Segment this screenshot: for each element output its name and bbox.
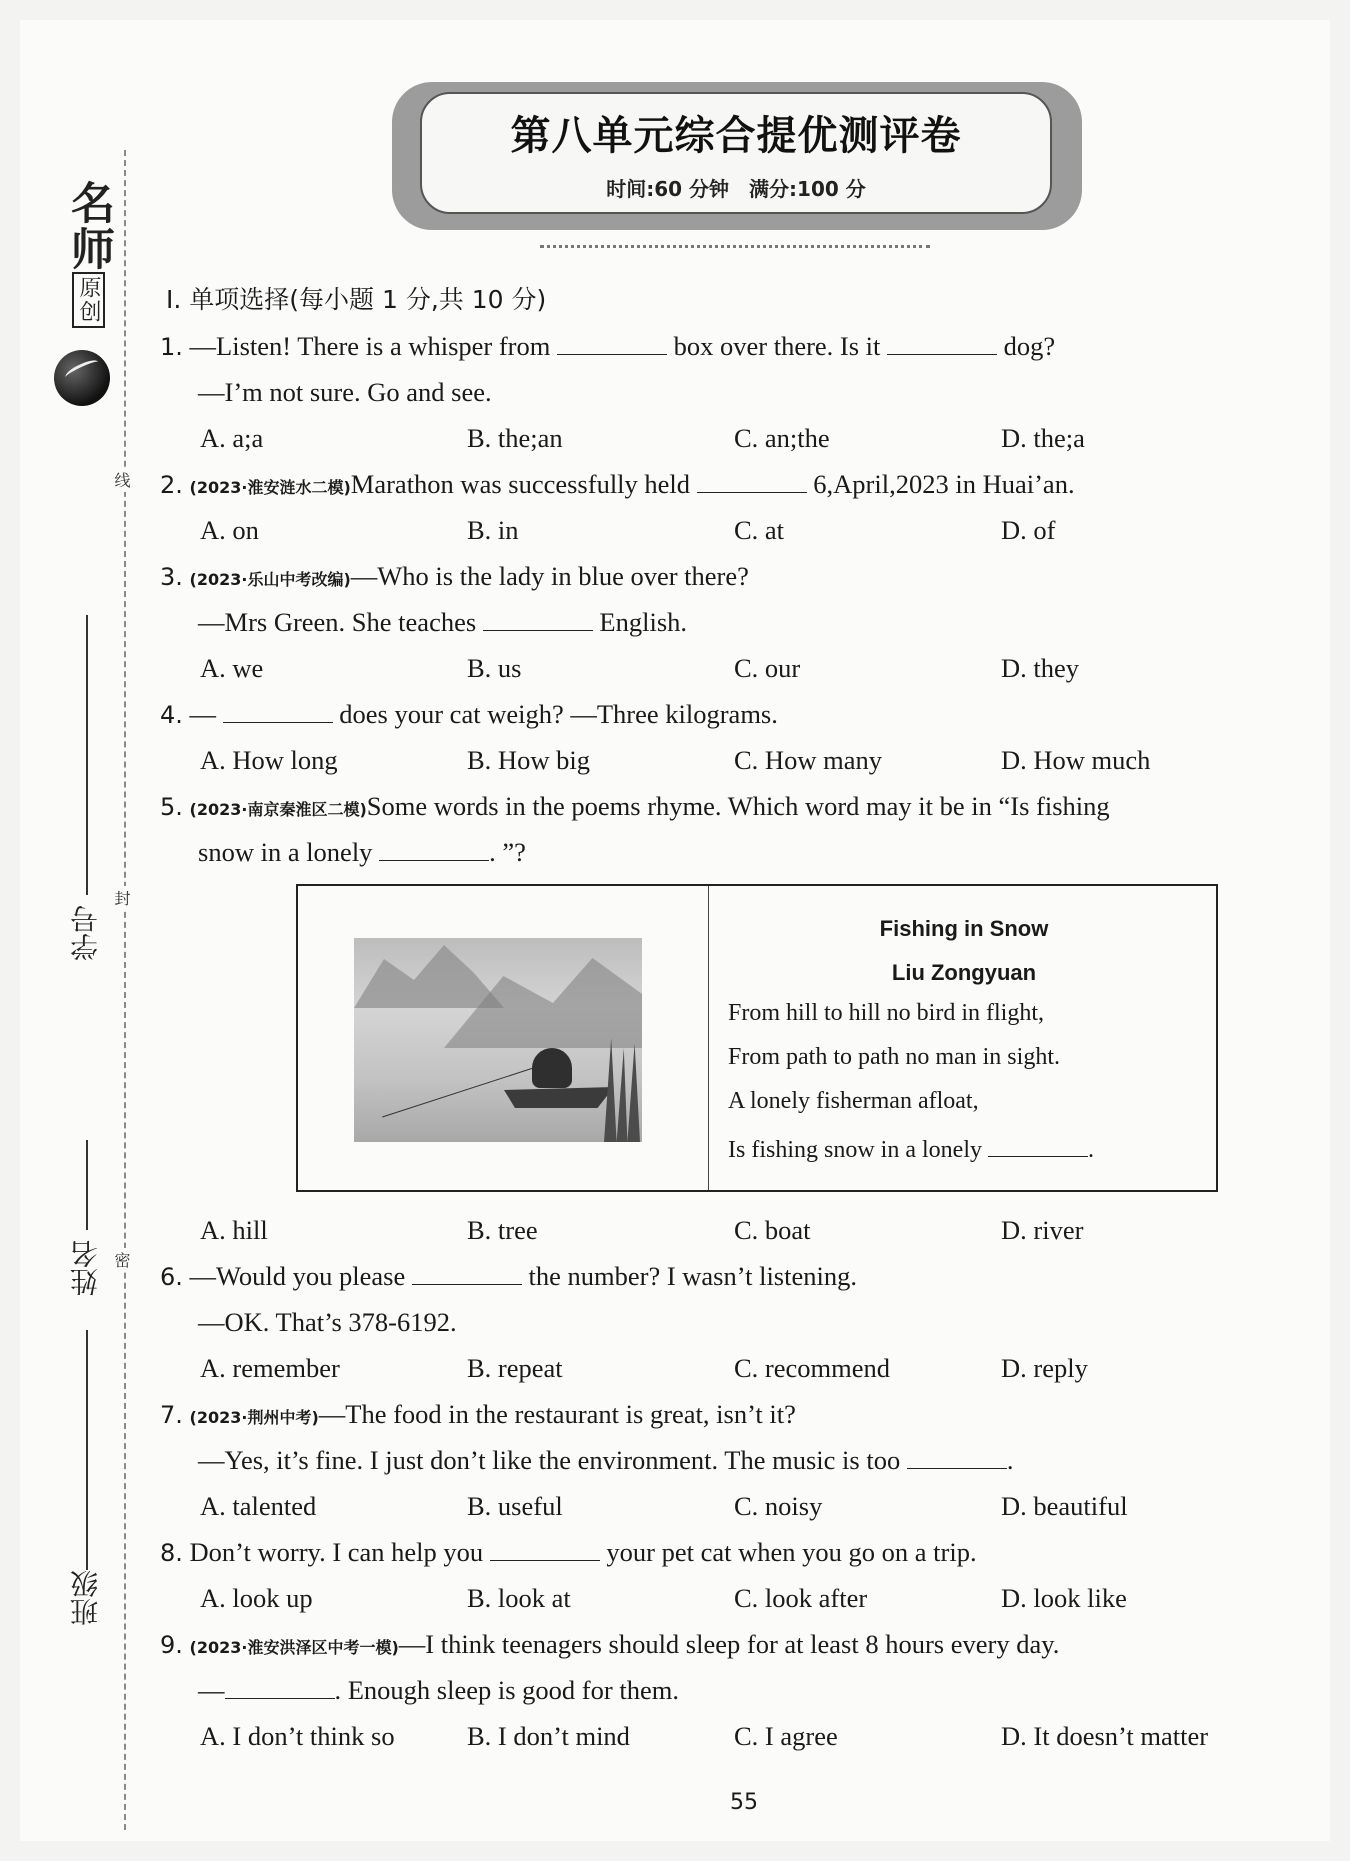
field-line-name	[86, 1330, 88, 1570]
option-d[interactable]: D. It doesn’t matter	[1001, 1721, 1209, 1751]
option-a[interactable]: A. we	[200, 653, 264, 683]
option-b[interactable]: B. the;an	[467, 423, 563, 453]
field-student-id: 学号	[69, 905, 102, 961]
question-number: 9.	[160, 1631, 183, 1659]
poem-end: .	[1087, 1137, 1094, 1163]
option-c[interactable]: C. our	[734, 653, 801, 683]
question-text: English.	[592, 607, 688, 637]
question-text: the number? I wasn’t listening.	[521, 1261, 857, 1291]
margin-mark-line: 线	[110, 468, 133, 492]
margin-mark-seal: 封	[110, 886, 133, 910]
field-line-name-top	[86, 1140, 88, 1230]
option-a[interactable]: A. hill	[200, 1215, 268, 1245]
brand-sub: 原创	[72, 272, 105, 328]
poem-line: A lonely fisherman afloat,	[728, 1088, 979, 1114]
question-text: —Would you please	[189, 1261, 412, 1291]
question-number: 8.	[160, 1539, 183, 1567]
question-text: dog?	[997, 331, 1056, 361]
question-text: —Yes, it’s fine. I just don’t like the environment. The music is too	[198, 1445, 907, 1475]
poem-line-last	[728, 1132, 1094, 1164]
margin-mark-secret: 密	[110, 1248, 133, 1272]
option-a[interactable]: A. talented	[200, 1491, 317, 1521]
exam-info: 时间:60 分钟 满分:100 分	[606, 177, 866, 201]
option-a[interactable]: A. How long	[200, 745, 338, 775]
option-c[interactable]: C. recommend	[734, 1353, 891, 1383]
question-3	[160, 560, 749, 596]
option-b[interactable]: B. I don’t mind	[467, 1721, 630, 1751]
question-text: . Enough sleep is good for them.	[334, 1675, 679, 1705]
answer-blank[interactable]	[483, 606, 593, 631]
question-text: does your cat weigh? —Three kilograms.	[332, 699, 778, 729]
question-text: .	[1006, 1445, 1014, 1475]
option-b[interactable]: B. us	[467, 653, 522, 683]
option-d[interactable]: D. reply	[1001, 1353, 1088, 1383]
question-8	[160, 1536, 977, 1569]
field-name: 姓名	[69, 1240, 102, 1296]
question-7-line2	[198, 1444, 1013, 1476]
option-a[interactable]: A. a;a	[200, 423, 264, 453]
answer-blank[interactable]	[379, 836, 489, 861]
answer-blank[interactable]	[412, 1260, 522, 1285]
question-4	[160, 698, 778, 731]
question-text: Don’t worry. I can help you	[189, 1537, 490, 1567]
question-number: 2.	[160, 471, 183, 499]
question-source: (2023·荆州中考)	[189, 1408, 319, 1427]
option-d[interactable]: D. they	[1001, 653, 1080, 683]
question-text: . ”?	[489, 837, 526, 867]
answer-blank[interactable]	[887, 330, 997, 355]
option-b[interactable]: B. useful	[467, 1491, 563, 1521]
question-5	[160, 790, 1110, 826]
answer-blank[interactable]	[223, 698, 333, 723]
binding-line	[124, 150, 126, 1830]
answer-blank[interactable]	[697, 468, 807, 493]
question-source: (2023·乐山中考改编)	[189, 570, 351, 589]
poem-blank	[988, 1132, 1088, 1157]
option-c[interactable]: C. noisy	[734, 1491, 823, 1521]
page-number: 55	[730, 1790, 758, 1815]
question-9	[160, 1628, 1059, 1664]
question-text: Marathon was successfully held	[350, 469, 697, 499]
option-c[interactable]: C. I agree	[734, 1721, 838, 1751]
question-6-line2: —OK. That’s 378-6192.	[198, 1307, 457, 1337]
question-text: —The food in the restaurant is great, isn’t it?	[318, 1399, 796, 1429]
option-b[interactable]: B. How big	[467, 745, 590, 775]
option-b[interactable]: B. tree	[467, 1215, 538, 1245]
question-1-line2: —I’m not sure. Go and see.	[198, 377, 492, 407]
option-d[interactable]: D. of	[1001, 515, 1056, 545]
option-c[interactable]: C. How many	[734, 745, 882, 775]
option-c[interactable]: C. look after	[734, 1583, 868, 1613]
snow-fishing-painting	[354, 938, 642, 1142]
question-1	[160, 330, 1055, 363]
poem-line: Is fishing snow in a lonely	[728, 1137, 988, 1163]
option-d[interactable]: D. beautiful	[1001, 1491, 1128, 1521]
question-text: box over there. Is it	[667, 331, 888, 361]
field-class: 班级	[69, 1570, 102, 1626]
poem-line: From hill to hill no bird in flight,	[728, 1000, 1045, 1026]
title-banner-inner	[420, 92, 1052, 214]
option-b[interactable]: B. in	[467, 515, 519, 545]
globe-icon	[54, 350, 110, 406]
option-a[interactable]: A. on	[200, 515, 259, 545]
poem-box	[296, 884, 1218, 1192]
section-title: Ⅰ. 单项选择(每小题 1 分,共 10 分)	[166, 285, 547, 314]
question-source: (2023·淮安涟水二模)	[189, 478, 351, 497]
question-text: —Who is the lady in blue over there?	[350, 561, 749, 591]
poem-author: Liu Zongyuan	[891, 960, 1037, 985]
question-number: 1.	[160, 333, 183, 361]
option-d[interactable]: D. the;a	[1001, 423, 1085, 453]
question-number: 7.	[160, 1401, 183, 1429]
question-text: your pet cat when you go on a trip.	[599, 1537, 977, 1567]
answer-blank[interactable]	[907, 1444, 1007, 1469]
question-text: snow in a lonely	[198, 837, 380, 867]
answer-blank[interactable]	[557, 330, 667, 355]
question-source: (2023·南京秦淮区二模)	[189, 800, 367, 819]
question-3-line2	[198, 606, 687, 638]
question-number: 5.	[160, 793, 183, 821]
option-d[interactable]: D. river	[1001, 1215, 1084, 1245]
answer-blank[interactable]	[225, 1674, 335, 1699]
question-number: 3.	[160, 563, 183, 591]
poem-title: Fishing in Snow	[879, 916, 1049, 941]
option-d[interactable]: D. How much	[1001, 745, 1151, 775]
question-text: Some words in the poems rhyme. Which word may it be in “Is fishing	[366, 791, 1110, 821]
option-a[interactable]: A. remember	[200, 1353, 340, 1383]
brand-name: 名师原创	[56, 180, 120, 328]
question-2	[160, 468, 1075, 504]
question-source: (2023·淮安洪泽区中考一模)	[189, 1638, 399, 1657]
option-d[interactable]: D. look like	[1001, 1583, 1127, 1613]
brand-logo	[46, 150, 116, 390]
question-number: 4.	[160, 701, 183, 729]
question-7	[160, 1398, 796, 1434]
field-line-student-id	[86, 615, 88, 895]
question-6	[160, 1260, 857, 1293]
answer-blank[interactable]	[490, 1536, 600, 1561]
question-text: —	[198, 1675, 225, 1705]
question-text: —I think teenagers should sleep for at least 8 hours every day.	[398, 1629, 1060, 1659]
question-5-line2	[198, 836, 526, 868]
divider-dots	[540, 245, 930, 248]
option-c[interactable]: C. at	[734, 515, 785, 545]
option-b[interactable]: B. look at	[467, 1583, 571, 1613]
page-title: 第八单元综合提优测评卷	[510, 113, 962, 159]
option-b[interactable]: B. repeat	[467, 1353, 563, 1383]
option-a[interactable]: A. I don’t think so	[200, 1721, 395, 1751]
question-text: —	[189, 699, 223, 729]
option-c[interactable]: C. an;the	[734, 423, 830, 453]
poem-line: From path to path no man in sight.	[728, 1044, 1060, 1070]
question-text: —Mrs Green. She teaches	[198, 607, 483, 637]
question-text: —Listen! There is a whisper from	[189, 331, 557, 361]
option-a[interactable]: A. look up	[200, 1583, 313, 1613]
question-number: 6.	[160, 1263, 183, 1291]
question-text: 6,April,2023 in Huai’an.	[806, 469, 1075, 499]
question-9-line2	[198, 1674, 679, 1706]
option-c[interactable]: C. boat	[734, 1215, 811, 1245]
